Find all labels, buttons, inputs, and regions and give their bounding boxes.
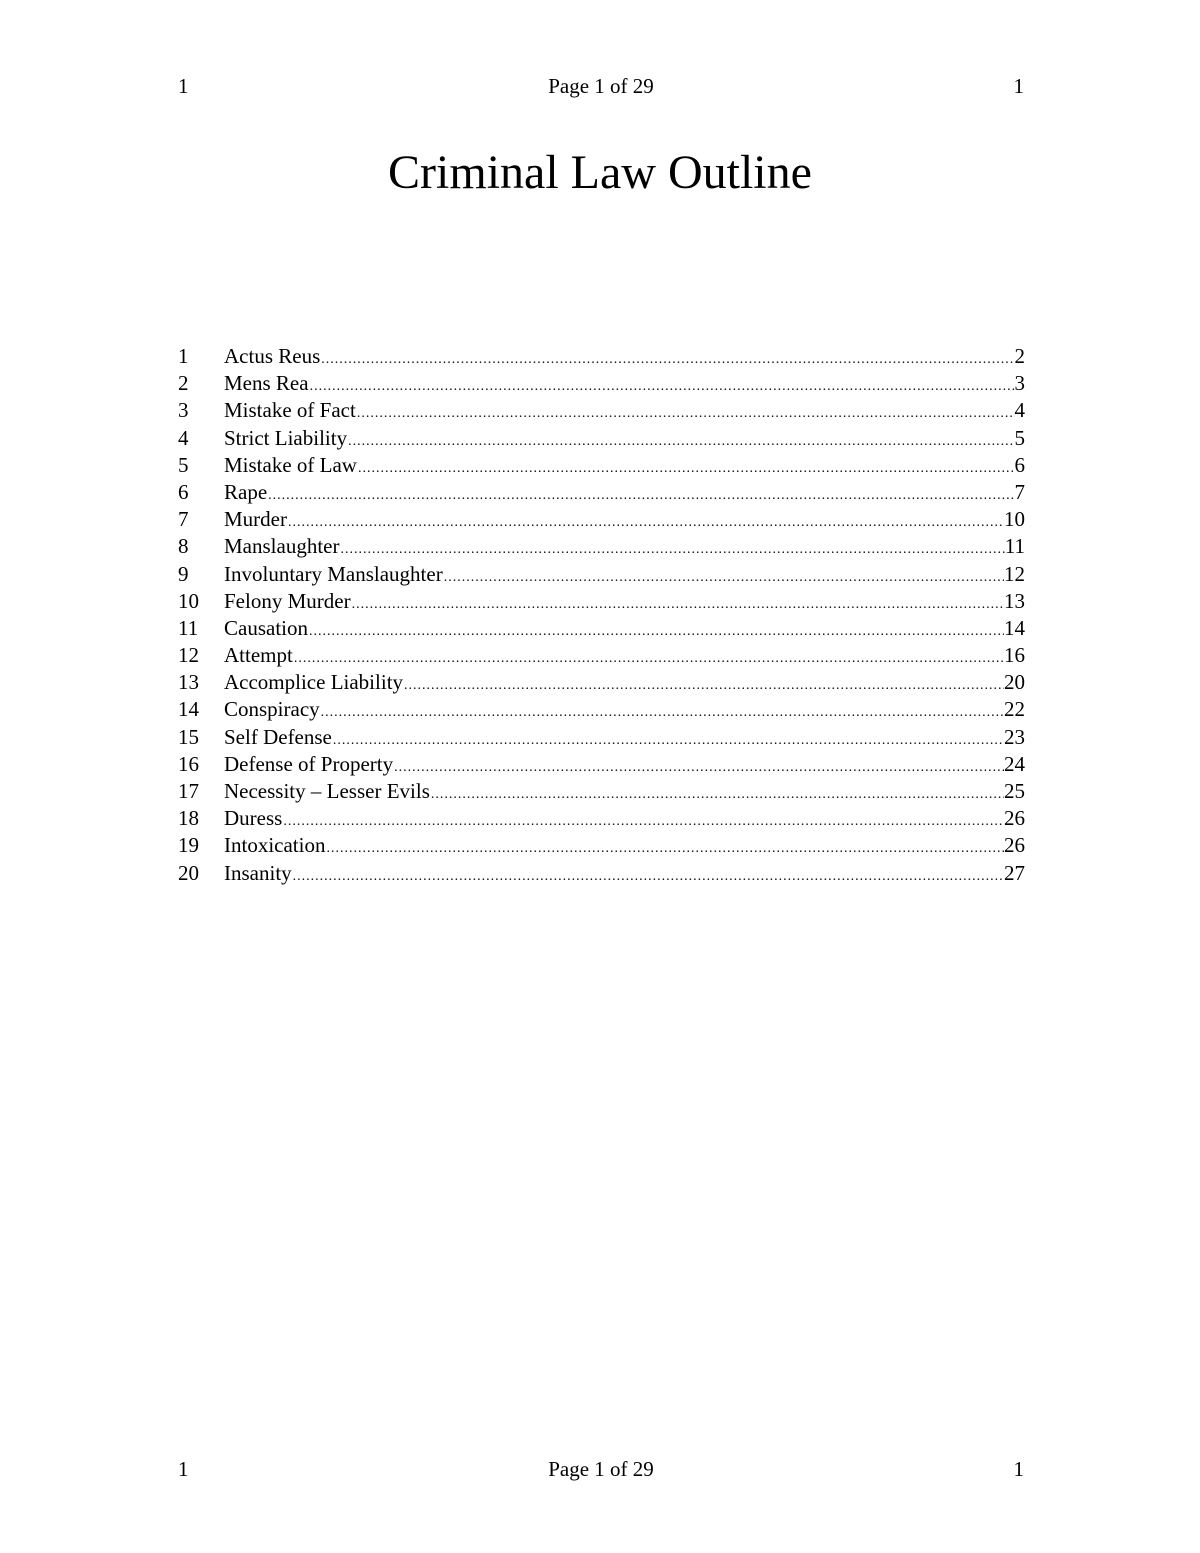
- toc-entry-number: 9: [178, 561, 189, 586]
- toc-entry[interactable]: [178, 343, 1025, 370]
- toc-entry-page: 5: [1014, 425, 1025, 450]
- toc-entry-number: 17: [178, 779, 199, 803]
- toc-entry-title: Involuntary Manslaughter: [224, 561, 443, 586]
- toc-dot-leader: [267, 482, 1014, 506]
- toc-entry-number: 13: [178, 670, 199, 695]
- toc-entry[interactable]: [178, 452, 1025, 479]
- toc-dot-leader: [320, 346, 1014, 370]
- toc-dot-leader: [292, 863, 1004, 887]
- toc-entry-number: 20: [178, 860, 199, 885]
- toc-dot-leader: [308, 618, 1004, 642]
- toc-dot-leader: [320, 699, 1004, 723]
- toc-entry-title: Causation: [224, 615, 308, 640]
- toc-entry-title: Mens Rea: [224, 371, 309, 396]
- toc-entry[interactable]: [178, 724, 1025, 751]
- toc-entry-page: 26: [1004, 833, 1025, 858]
- toc-entry-page: 10: [1004, 507, 1025, 532]
- toc-entry-page: 16: [1004, 643, 1025, 668]
- toc-entry-page: 2: [1014, 344, 1025, 368]
- toc-entry-page: 6: [1014, 452, 1025, 477]
- toc-entry[interactable]: [178, 397, 1025, 424]
- toc-entry-title: Necessity – Lesser Evils: [224, 779, 430, 803]
- toc-entry-title: Strict Liability: [224, 425, 348, 450]
- toc-entry-page: 25: [1004, 779, 1025, 803]
- toc-entry-title: Intoxication: [224, 833, 326, 858]
- toc-dot-leader: [339, 536, 1004, 560]
- toc-entry[interactable]: [178, 615, 1025, 642]
- toc-entry-title: Murder: [224, 507, 287, 532]
- toc-dot-leader: [282, 808, 1004, 832]
- toc-entry[interactable]: [178, 561, 1025, 588]
- footer-left-number: 1: [178, 1457, 189, 1481]
- toc-entry-title: Mistake of Fact: [224, 398, 356, 423]
- toc-entry-page: 11: [1004, 534, 1025, 559]
- header-right-number: 1: [1013, 74, 1024, 98]
- document-title: Criminal Law Outline: [388, 146, 812, 199]
- toc-entry-number: 7: [178, 507, 189, 532]
- toc-entry-number: 3: [178, 398, 189, 423]
- toc-entry-title: Conspiracy: [224, 697, 320, 722]
- toc-entry-number: 10: [178, 588, 199, 613]
- toc-dot-leader: [357, 455, 1015, 479]
- page-header: [178, 72, 1024, 100]
- toc-entry-number: 15: [178, 724, 199, 749]
- toc-entry-number: 4: [178, 425, 189, 450]
- toc-dot-leader: [403, 672, 1004, 696]
- toc-entry-number: 12: [178, 643, 199, 668]
- toc-dot-leader: [443, 564, 1004, 588]
- toc-entry-title: Attempt: [224, 643, 293, 668]
- toc-entry-number: 5: [178, 452, 189, 477]
- toc-entry-title: Accomplice Liability: [224, 670, 404, 695]
- toc-entry-page: 26: [1004, 806, 1025, 831]
- toc-entry-number: 11: [178, 615, 199, 640]
- header-left-number: 1: [178, 74, 189, 98]
- toc-entry-number: 14: [178, 697, 199, 722]
- toc-entry-page: 20: [1004, 670, 1025, 695]
- toc-entry-number: 19: [178, 833, 199, 858]
- toc-dot-leader: [430, 781, 1004, 805]
- toc-entry-number: 16: [178, 751, 199, 776]
- toc-entry[interactable]: [178, 588, 1025, 615]
- toc-entry-title: Mistake of Law: [224, 452, 357, 477]
- toc-entry[interactable]: [178, 479, 1025, 506]
- toc-dot-leader: [347, 428, 1014, 452]
- toc-entry[interactable]: [178, 370, 1025, 397]
- toc-dot-leader: [309, 373, 1015, 397]
- toc-entry[interactable]: [178, 696, 1025, 723]
- toc-entry[interactable]: [178, 506, 1025, 533]
- toc-entry-page: 13: [1004, 588, 1025, 613]
- toc-entry-title: Rape: [224, 479, 268, 504]
- footer-right-number: 1: [1013, 1457, 1024, 1481]
- toc-entry-number: 6: [178, 479, 189, 504]
- toc-dot-leader: [325, 835, 1004, 859]
- toc-entry[interactable]: [178, 832, 1025, 859]
- toc-dot-leader: [293, 645, 1004, 669]
- toc-entry[interactable]: [178, 805, 1025, 832]
- toc-entry[interactable]: [178, 642, 1025, 669]
- toc-entry-number: 1: [178, 344, 189, 368]
- toc-entry-title: Actus Reus: [224, 344, 321, 368]
- toc-entry-page: 4: [1014, 398, 1025, 423]
- footer-page-indicator: Page 1 of 29: [548, 1457, 654, 1481]
- toc-entry[interactable]: [178, 778, 1025, 805]
- toc-entry-title: Felony Murder: [224, 588, 351, 613]
- toc-entry-page: 3: [1014, 371, 1025, 396]
- toc-dot-leader: [332, 727, 1004, 751]
- toc-dot-leader: [393, 754, 1004, 778]
- toc-entry-title: Defense of Property: [224, 751, 394, 776]
- toc-entry-title: Self Defense: [224, 724, 332, 749]
- header-page-indicator: Page 1 of 29: [548, 74, 654, 98]
- toc-entry-title: Manslaughter: [224, 534, 340, 559]
- toc-entry-title: Insanity: [224, 860, 292, 885]
- toc-entry-number: 18: [178, 806, 199, 831]
- toc-entry-title: Duress: [224, 806, 283, 831]
- toc-entry-page: 23: [1004, 724, 1025, 749]
- toc-entry[interactable]: [178, 533, 1025, 560]
- toc-entry-page: 12: [1004, 561, 1025, 586]
- toc-entry-page: 22: [1004, 697, 1025, 722]
- toc-entry-number: 2: [178, 371, 189, 396]
- toc-entry-page: 24: [1004, 751, 1025, 776]
- toc-entry-page: 27: [1004, 860, 1025, 885]
- toc-dot-leader: [356, 400, 1015, 424]
- toc-entry-page: 14: [1004, 615, 1025, 640]
- toc-entry-number: 8: [178, 534, 189, 559]
- toc-dot-leader: [287, 509, 1004, 533]
- toc-dot-leader: [351, 591, 1004, 615]
- toc-entry-page: 7: [1014, 479, 1025, 504]
- toc-entry[interactable]: [178, 751, 1025, 778]
- toc-entry[interactable]: [178, 669, 1025, 696]
- page-footer: [178, 1455, 1024, 1483]
- toc-entry[interactable]: [178, 860, 1025, 887]
- table-of-contents: [178, 343, 1025, 887]
- toc-entry[interactable]: [178, 425, 1025, 452]
